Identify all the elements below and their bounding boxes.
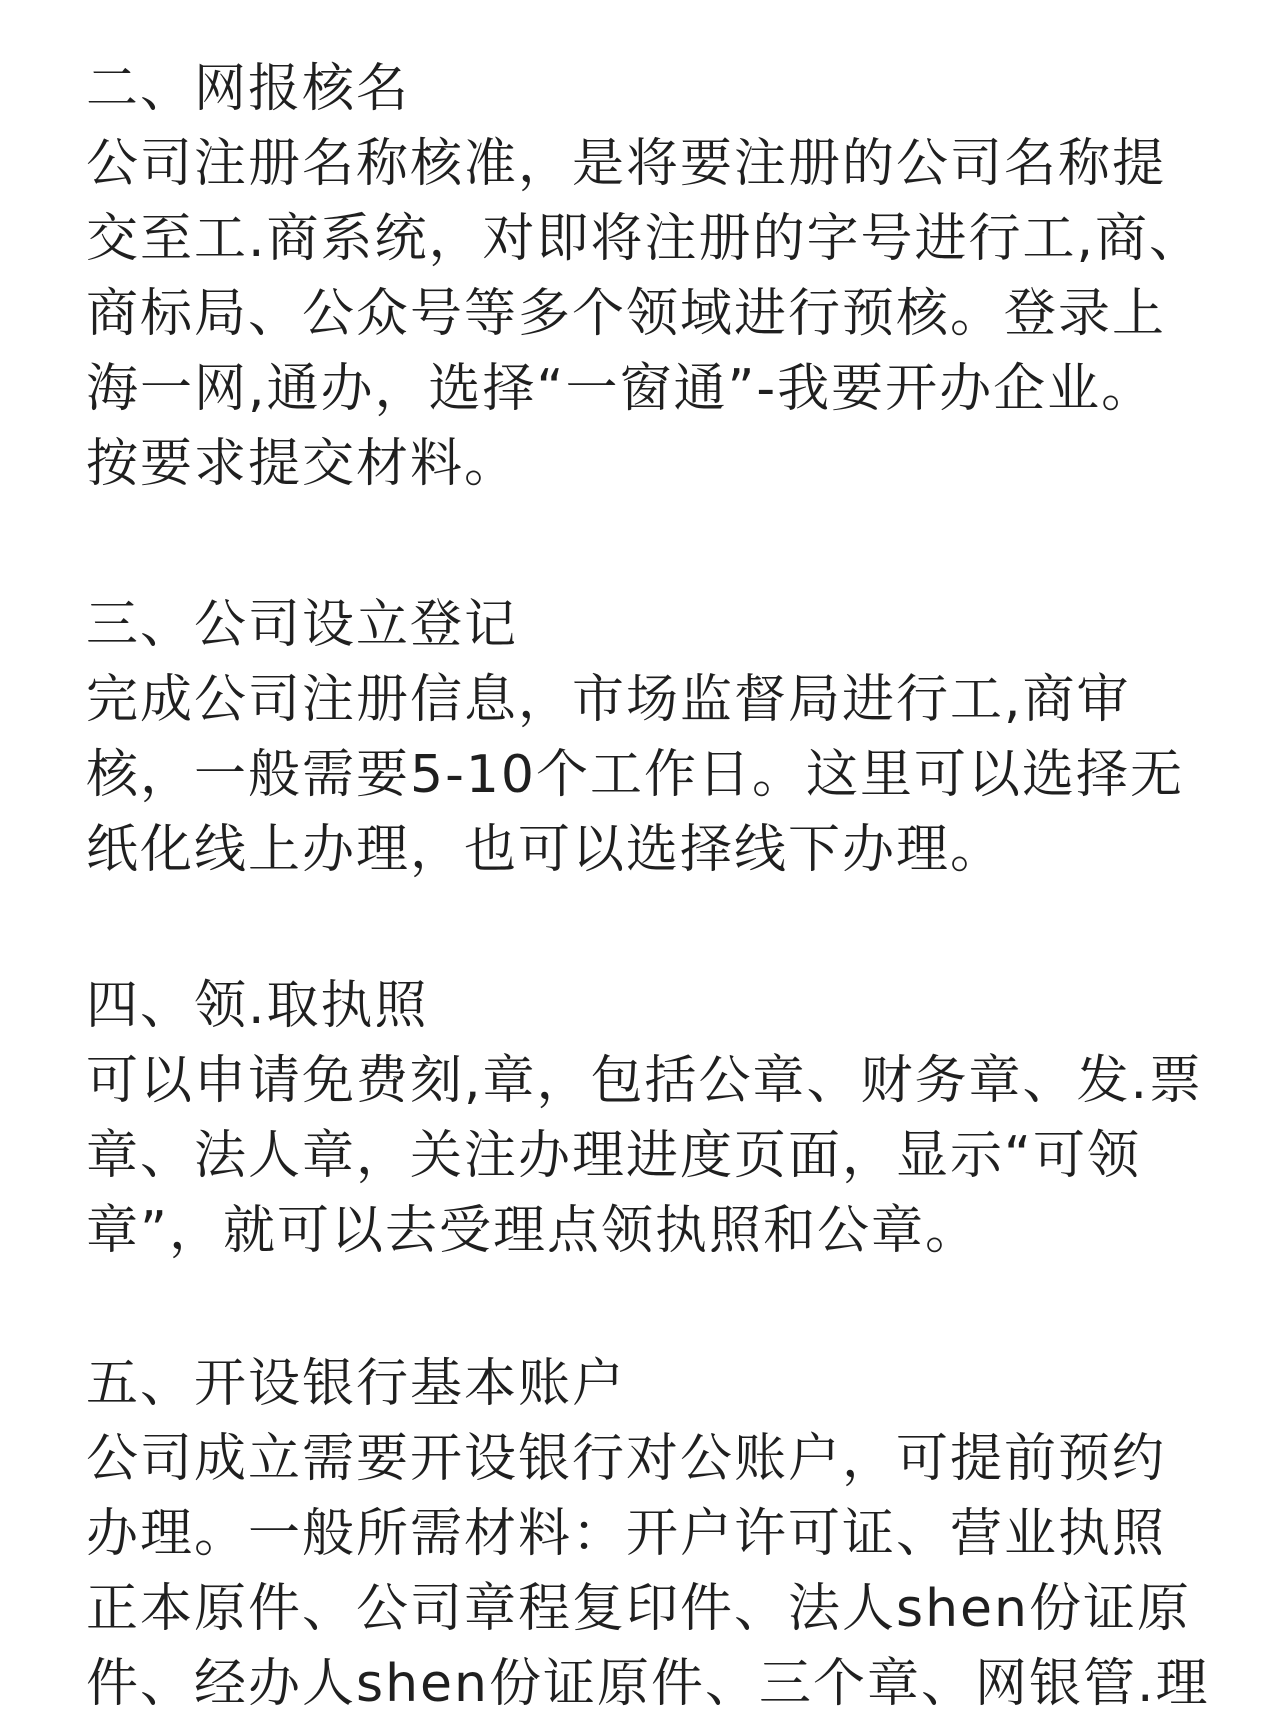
section-heading: 五、开设银行基本账户 xyxy=(86,1354,627,1414)
section-company-registration xyxy=(86,588,1236,888)
paragraph-line: 按要求提交材料。 xyxy=(86,434,519,494)
paragraph-line: 件、经办人shen份证原件、三个章、网银管.理 xyxy=(86,1654,1210,1714)
paragraph-line: 完成公司注册信息，市场监督局进行工,商审 xyxy=(86,670,1131,730)
section-heading: 三、公司设立登记 xyxy=(86,595,519,655)
paragraph-line: 商标局、公众号等多个领域进行预核。登录上 xyxy=(86,284,1167,344)
paragraph-line: 海一网,通办，选择“一窗通”-我要开办企业。 xyxy=(86,359,1156,419)
paragraph-line: 公司成立需要开设银行对公账户，可提前预约 xyxy=(86,1429,1167,1489)
paragraph-line: 章”，就可以去受理点领执照和公章。 xyxy=(86,1201,979,1261)
paragraph-line: 纸化线上办理，也可以选择线下办理。 xyxy=(86,820,1005,880)
section-online-name-check xyxy=(86,52,1236,502)
section-collect-license xyxy=(86,969,1236,1269)
paragraph-line: 章、法人章，关注办理进度页面，显示“可领 xyxy=(86,1126,1141,1186)
paragraph-line: 正本原件、公司章程复印件、法人shen份证原 xyxy=(86,1579,1191,1639)
paragraph-line: 交至工.商系统，对即将注册的字号进行工,商、 xyxy=(86,209,1204,269)
paragraph-line: 核，一般需要5-10个工作日。这里可以选择无 xyxy=(86,745,1185,805)
paragraph-line: 公司注册名称核准，是将要注册的公司名称提 xyxy=(86,134,1167,194)
section-heading: 二、网报核名 xyxy=(86,59,411,119)
section-bank-account xyxy=(86,1347,1236,1722)
paragraph-line: 可以申请免费刻,章，包括公章、财务章、发.票 xyxy=(86,1051,1204,1111)
paragraph-line: 办理。一般所需材料：开户许可证、营业执照 xyxy=(86,1504,1167,1564)
section-heading: 四、领.取执照 xyxy=(86,976,429,1036)
